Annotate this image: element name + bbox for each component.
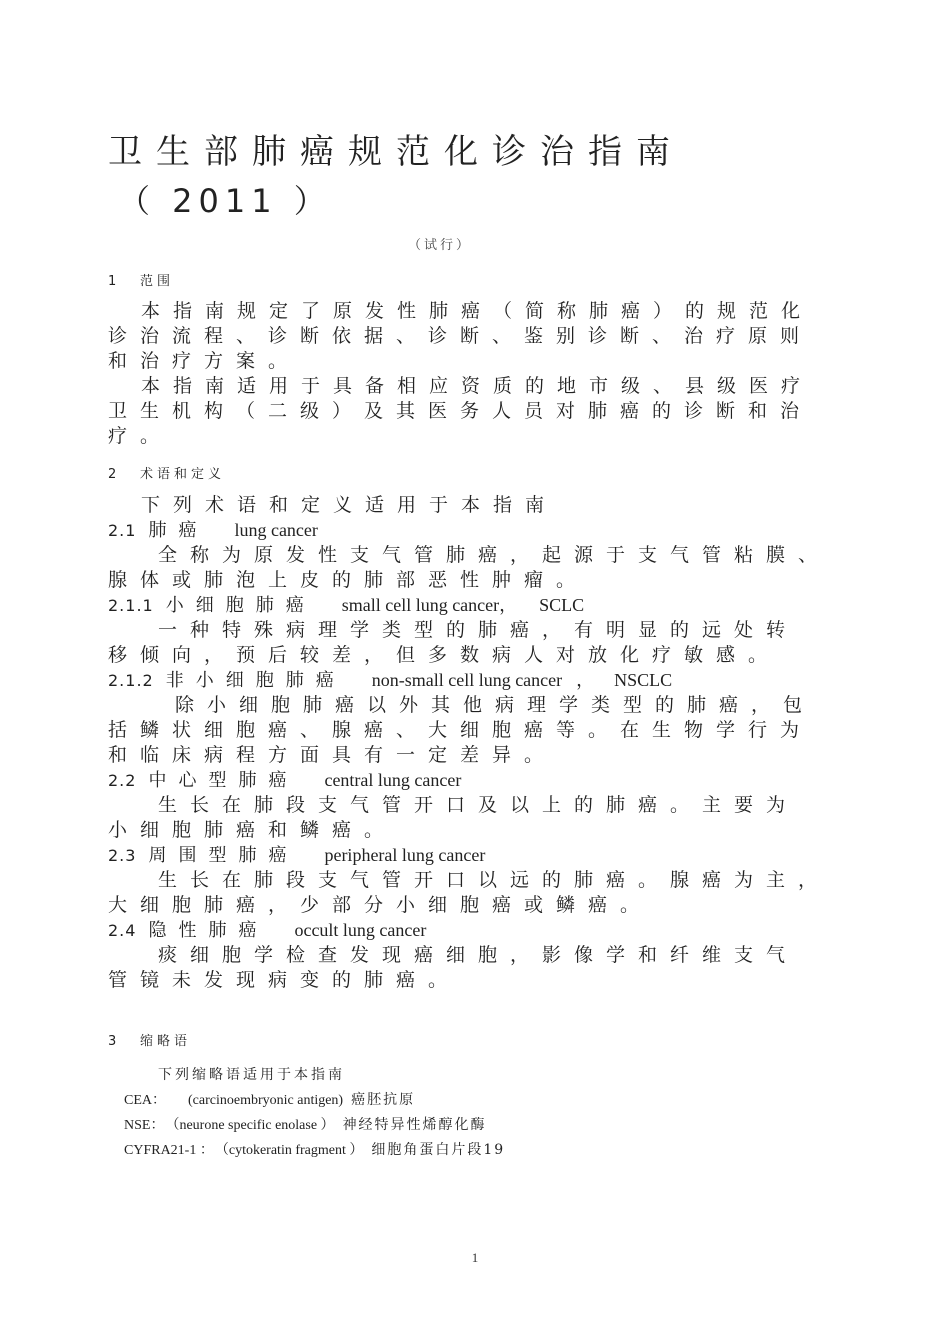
term-2-2-line-2: 小细胞肺癌和鳞癌。 [108, 819, 397, 841]
term-number: 2.3 [108, 846, 137, 865]
term-number: 2.1 [108, 521, 137, 540]
term-english: lung cancer [234, 520, 318, 540]
term-number: 2.1.1 [108, 596, 154, 615]
section-2-heading [108, 463, 225, 482]
term-2-1-line-2: 腺体或肺泡上皮的肺部恶性肿瘤。 [108, 569, 589, 591]
term-2-4-line-2: 管镜未发现病变的肺癌。 [108, 969, 461, 991]
section-title: 缩略语 [140, 1034, 192, 1049]
term-english: peripheral lung cancer [324, 845, 486, 865]
term-2-1-line-1: 全称为原发性支气管肺癌，起源于支气管粘膜、 [158, 544, 831, 566]
term-2-1-1-line-1: 一种特殊病理学类型的肺癌，有明显的远处转 [158, 619, 799, 641]
term-chinese: 小细胞肺癌 [165, 595, 316, 616]
abbr-term: CEA： [124, 1093, 166, 1108]
term-english: central lung cancer [324, 770, 462, 790]
abbr-item [124, 1089, 415, 1109]
abbr-item [124, 1114, 487, 1134]
term-2-1-heading [108, 518, 318, 543]
term-2-4-heading [108, 918, 426, 943]
term-2-2-line-1: 生长在肺段支气管开口及以上的肺癌。主要为 [158, 794, 799, 816]
term-2-1-1-line-2: 移倾向，预后较差，但多数病人对放化疗敏感。 [108, 644, 781, 666]
abbr-full: （cytokeratin fragment ） [221, 1143, 364, 1158]
terms-intro: 下列术语和定义适用于本指南 [141, 494, 558, 516]
section-title: 范围 [140, 274, 175, 289]
term-2-3-line-1: 生长在肺段支气管开口以远的肺癌。腺癌为主， [158, 869, 831, 891]
term-number: 2.4 [108, 921, 137, 940]
term-2-2-heading [108, 768, 461, 793]
term-separator: ， [576, 670, 595, 690]
trial-note: （试行） [407, 238, 472, 253]
term-number: 2.1.2 [108, 671, 154, 690]
term-chinese: 肺癌 [148, 520, 209, 541]
page-number: 1 [471, 1250, 479, 1265]
term-2-4-line-1: 痰细胞学检查发现癌细胞，影像学和纤维支气 [158, 944, 799, 966]
term-2-3-heading [108, 843, 485, 868]
term-chinese: 中心型肺癌 [148, 770, 299, 791]
scope-p2-line-1: 本指南适用于具备相应资质的地市级、县级医疗 [141, 375, 814, 397]
abbr-chinese: 神经特异性烯醇化酶 [342, 1117, 487, 1133]
term-english: non-small cell lung cancer [371, 670, 563, 690]
document-title: 卫生部肺癌规范化诊治指南 [108, 132, 684, 172]
term-abbreviation: SCLC [539, 595, 585, 615]
section-number: 2 [108, 467, 117, 482]
abbr-item [124, 1139, 505, 1159]
scope-p2-line-2: 卫生机构（二级）及其医务人员对肺癌的诊断和治 [108, 400, 813, 422]
term-2-1-2-line-3: 和临床病程方面具有一定差异。 [108, 744, 557, 766]
term-number: 2.2 [108, 771, 137, 790]
scope-p1-line-3: 和治疗方案。 [108, 350, 301, 372]
section-3-heading [108, 1030, 191, 1049]
term-2-1-1-heading [108, 593, 584, 618]
term-2-1-2-line-2: 括鳞状细胞癌、腺癌、大细胞癌等。在生物学行为 [108, 719, 813, 741]
scope-p1-line-2: 诊治流程、诊断依据、诊断、鉴别诊断、治疗原则 [108, 325, 813, 347]
abbr-chinese: 癌胚抗原 [351, 1092, 416, 1108]
term-chinese: 隐性肺癌 [148, 920, 269, 941]
document-year: （ 2011 ） [118, 182, 332, 220]
scope-p2-line-3: 疗。 [108, 425, 173, 447]
term-abbreviation: NSCLC [614, 670, 673, 690]
term-english: occult lung cancer [294, 920, 427, 940]
term-chinese: 非小细胞肺癌 [165, 670, 346, 691]
section-title: 术语和定义 [140, 467, 226, 482]
term-chinese: 周围型肺癌 [148, 845, 299, 866]
abbr-intro: 下列缩略语适用于本指南 [158, 1067, 345, 1083]
abbr-term: NSE： [124, 1118, 165, 1133]
abbr-full: (carcinoembryonic antigen) [188, 1093, 344, 1108]
section-number: 3 [108, 1034, 117, 1049]
abbr-chinese: 细胞角蛋白片段19 [371, 1142, 506, 1158]
term-2-1-2-line-1: 除小细胞肺癌以外其他病理学类型的肺癌，包 [175, 694, 816, 716]
abbr-full: （neurone specific enolase ） [172, 1118, 335, 1133]
abbr-term: CYFRA21-1 ： [124, 1143, 214, 1158]
section-1-heading [108, 270, 174, 289]
term-english: small cell lung cancer， [341, 595, 518, 615]
scope-p1-line-1: 本指南规定了原发性肺癌（简称肺癌）的规范化 [141, 300, 814, 322]
term-2-1-2-heading [108, 668, 672, 693]
term-2-3-line-2: 大细胞肺癌，少部分小细胞癌或鳞癌。 [108, 894, 653, 916]
section-number: 1 [108, 274, 117, 289]
